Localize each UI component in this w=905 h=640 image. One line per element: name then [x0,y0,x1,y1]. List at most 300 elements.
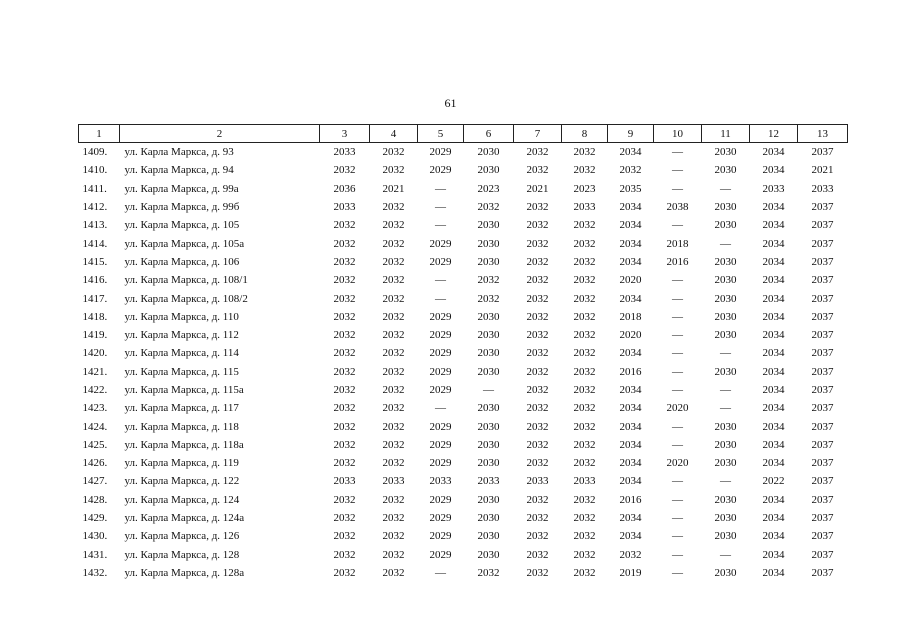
year-cell: 2034 [762,274,785,287]
year-cell: 2032 [573,548,596,561]
year-cell: — [435,274,446,287]
year-cell: — [672,512,683,525]
year-cell: — [720,347,731,360]
year-cell: — [672,219,683,232]
year-cell: 2030 [477,146,500,159]
year-cell: 2032 [333,292,356,305]
address-cell: ул. Карла Маркса, д. 105а [124,237,245,250]
year-cell: 2034 [619,530,642,543]
year-cell: — [672,146,683,159]
column-header-2: 2 [120,125,320,143]
year-cell: 2032 [382,274,405,287]
column-header-5: 5 [418,125,464,143]
year-cell: 2032 [333,237,356,250]
year-cell: — [435,566,446,579]
year-cell: 2030 [477,402,500,415]
year-cell: 2032 [526,420,549,433]
year-cell: 2032 [333,329,356,342]
year-cell: 2032 [382,329,405,342]
year-cell: 2032 [573,365,596,378]
year-cell: 2034 [762,201,785,214]
year-cell: — [672,182,683,195]
table-row [79,564,848,582]
year-cell: 2033 [573,201,596,214]
year-cell: 2034 [762,237,785,250]
year-cell: 2020 [666,402,689,415]
year-cell: 2038 [666,201,689,214]
year-cell: 2034 [762,402,785,415]
year-cell: 2034 [619,475,642,488]
year-cell: 2037 [811,274,834,287]
year-cell: 2037 [811,255,834,268]
year-cell: 2029 [429,164,452,177]
year-cell: 2032 [573,164,596,177]
year-cell: 2037 [811,219,834,232]
year-cell: 2030 [477,420,500,433]
year-cell: 2030 [714,201,737,214]
year-cell: 2032 [333,530,356,543]
year-cell: 2030 [477,457,500,470]
year-cell: 2018 [666,237,689,250]
year-cell: 2021 [811,164,834,177]
year-cell: 2032 [526,457,549,470]
year-cell: 2032 [333,310,356,323]
year-cell: 2034 [619,292,642,305]
year-cell: 2032 [333,164,356,177]
year-cell: 2021 [382,182,405,195]
year-cell: 2032 [382,146,405,159]
year-cell: 2030 [477,329,500,342]
year-cell: 2032 [382,310,405,323]
year-cell: 2032 [526,493,549,506]
year-cell: 2032 [526,438,549,451]
year-cell: 2032 [333,384,356,396]
row-number: 1413. [82,219,108,232]
column-header-9: 9 [608,125,654,143]
year-cell: 2032 [333,493,356,506]
column-header-13: 13 [798,125,848,143]
year-cell: 2034 [762,493,785,506]
address-cell: ул. Карла Маркса, д. 108/2 [124,292,248,305]
table-row [79,363,848,381]
year-cell: — [672,164,683,177]
year-cell: — [672,292,683,305]
year-cell: 2032 [382,530,405,543]
year-cell: 2032 [382,493,405,506]
year-cell: 2037 [811,457,834,470]
address-cell: ул. Карла Маркса, д. 117 [124,402,239,415]
year-cell: 2034 [762,548,785,561]
year-cell: 2032 [477,201,500,214]
year-cell: 2032 [526,347,549,360]
year-cell: — [720,475,731,488]
year-cell: 2033 [429,475,452,488]
column-header-1: 1 [79,125,120,143]
row-number: 1424. [82,420,108,433]
year-cell: — [672,438,683,451]
year-cell: 2037 [811,237,834,250]
year-cell: 2030 [477,255,500,268]
year-cell: 2035 [619,182,642,195]
year-cell: 2034 [619,237,642,250]
table-row [79,308,848,326]
column-header-7: 7 [514,125,562,143]
year-cell: 2034 [619,420,642,433]
year-cell: — [720,548,731,561]
year-cell: 2029 [429,493,452,506]
year-cell: 2034 [619,384,642,396]
year-cell: 2030 [714,274,737,287]
year-cell: 2029 [429,530,452,543]
year-cell: 2032 [333,365,356,378]
year-cell: — [672,329,683,342]
table-row [79,180,848,198]
year-cell: 2029 [429,438,452,451]
year-cell: 2029 [429,420,452,433]
year-cell: 2037 [811,438,834,451]
year-cell: 2030 [477,347,500,360]
year-cell: 2030 [714,530,737,543]
table-row [79,289,848,307]
year-cell: — [435,292,446,305]
year-cell: 2032 [573,292,596,305]
year-cell: 2030 [477,164,500,177]
year-cell: 2032 [526,237,549,250]
year-cell: 2032 [619,164,642,177]
year-cell: 2034 [762,146,785,159]
year-cell: 2030 [714,438,737,451]
year-cell: 2032 [382,255,405,268]
row-number: 1417. [82,292,108,305]
year-cell: 2034 [762,457,785,470]
year-cell: 2032 [382,237,405,250]
year-cell: 2016 [619,365,642,378]
year-cell: 2032 [382,219,405,232]
year-cell: 2030 [477,530,500,543]
year-cell: 2030 [477,438,500,451]
year-cell: 2032 [333,402,356,415]
address-cell: ул. Карла Маркса, д. 99б [124,201,240,214]
year-cell: 2033 [811,182,834,195]
year-cell: 2032 [526,255,549,268]
year-cell: 2030 [477,493,500,506]
row-number: 1422. [82,384,108,396]
address-cell: ул. Карла Маркса, д. 93 [124,146,234,159]
table-row [79,344,848,362]
year-cell: 2032 [382,512,405,525]
year-cell: 2032 [382,384,405,396]
year-cell: 2032 [477,274,500,287]
year-cell: 2032 [526,512,549,525]
address-cell: ул. Карла Маркса, д. 112 [124,329,239,342]
row-number: 1430. [82,530,108,543]
year-cell: 2032 [573,493,596,506]
row-number: 1411. [82,182,107,195]
address-cell: ул. Карла Маркса, д. 94 [124,164,234,177]
year-cell: 2032 [333,548,356,561]
year-cell: — [672,347,683,360]
year-cell: 2029 [429,347,452,360]
year-cell: 2030 [477,310,500,323]
year-cell: 2034 [762,420,785,433]
year-cell: 2036 [333,182,356,195]
year-cell: 2032 [477,292,500,305]
year-cell: 2032 [573,438,596,451]
column-header-11: 11 [702,125,750,143]
year-cell: 2018 [619,310,642,323]
year-cell: 2037 [811,384,834,396]
row-number: 1429. [82,512,108,525]
year-cell: 2032 [526,164,549,177]
year-cell: — [672,420,683,433]
year-cell: 2030 [477,512,500,525]
year-cell: 2032 [526,566,549,579]
year-cell: 2030 [714,146,737,159]
year-cell: — [435,402,446,415]
table-row [79,454,848,472]
year-cell: 2032 [573,146,596,159]
table-row [79,399,848,417]
year-cell: 2030 [714,365,737,378]
register-table [78,124,848,582]
year-cell: 2032 [619,548,642,561]
year-cell: 2032 [573,402,596,415]
year-cell: 2032 [333,347,356,360]
row-number: 1414. [82,237,108,250]
year-cell: 2032 [333,420,356,433]
year-cell: 2029 [429,329,452,342]
year-cell: — [720,237,731,250]
year-cell: 2037 [811,201,834,214]
year-cell: 2032 [573,457,596,470]
year-cell: 2029 [429,146,452,159]
year-cell: 2037 [811,420,834,433]
year-cell: — [483,384,494,396]
year-cell: — [672,274,683,287]
year-cell: 2034 [762,438,785,451]
year-cell: 2032 [573,530,596,543]
year-cell: 2032 [573,237,596,250]
year-cell: — [672,475,683,488]
year-cell: 2034 [762,512,785,525]
year-cell: 2034 [762,566,785,579]
year-cell: 2034 [762,365,785,378]
year-cell: 2029 [429,237,452,250]
year-cell: 2037 [811,310,834,323]
year-cell: 2037 [811,329,834,342]
year-cell: 2034 [619,512,642,525]
year-cell: 2030 [714,566,737,579]
year-cell: 2034 [762,219,785,232]
table-row [79,198,848,216]
year-cell: 2032 [382,438,405,451]
year-cell: 2020 [619,274,642,287]
table-row [79,271,848,289]
year-cell: 2032 [573,347,596,360]
year-cell: 2032 [382,292,405,305]
year-cell: 2029 [429,384,452,396]
table-row [79,509,848,527]
year-cell: 2037 [811,475,834,488]
address-cell: ул. Карла Маркса, д. 118а [124,438,244,451]
year-cell: 2030 [477,219,500,232]
row-number: 1418. [82,310,108,323]
year-cell: 2032 [526,329,549,342]
year-cell: 2033 [333,475,356,488]
year-cell: 2022 [762,475,785,488]
address-cell: ул. Карла Маркса, д. 114 [124,347,239,360]
table-row [79,417,848,435]
address-cell: ул. Карла Маркса, д. 115 [124,365,239,378]
year-cell: 2032 [382,365,405,378]
year-cell: 2030 [714,457,737,470]
year-cell: 2032 [526,402,549,415]
year-cell: 2032 [573,420,596,433]
year-cell: 2032 [333,512,356,525]
row-number: 1431. [82,548,108,561]
table-row [79,234,848,252]
year-cell: 2020 [619,329,642,342]
row-number: 1428. [82,493,108,506]
year-cell: 2029 [429,255,452,268]
year-cell: 2032 [573,274,596,287]
year-cell: 2030 [477,237,500,250]
row-number: 1419. [82,329,108,342]
year-cell: 2037 [811,512,834,525]
year-cell: 2034 [762,347,785,360]
year-cell: 2032 [573,566,596,579]
row-number: 1412. [82,201,108,214]
year-cell: 2037 [811,365,834,378]
year-cell: 2016 [619,493,642,506]
year-cell: 2032 [333,566,356,579]
year-cell: — [720,182,731,195]
address-cell: ул. Карла Маркса, д. 115а [124,384,244,396]
year-cell: 2032 [526,530,549,543]
address-cell: ул. Карла Маркса, д. 110 [124,310,239,323]
year-cell: 2034 [619,201,642,214]
year-cell: 2032 [333,219,356,232]
year-cell: 2034 [619,146,642,159]
year-cell: 2029 [429,457,452,470]
year-cell: 2037 [811,402,834,415]
column-header-8: 8 [562,125,608,143]
year-cell: 2032 [526,219,549,232]
row-number: 1426. [82,457,108,470]
year-cell: 2030 [714,329,737,342]
address-cell: ул. Карла Маркса, д. 124а [124,512,245,525]
column-header-4: 4 [370,125,418,143]
table-row [79,527,848,545]
year-cell: 2032 [382,164,405,177]
year-cell: 2032 [526,310,549,323]
year-cell: 2034 [762,164,785,177]
year-cell: 2032 [573,255,596,268]
address-cell: ул. Карла Маркса, д. 118 [124,420,239,433]
address-cell: ул. Карла Маркса, д. 128а [124,566,245,579]
year-cell: 2033 [573,475,596,488]
year-cell: 2032 [526,292,549,305]
year-cell: — [435,201,446,214]
year-cell: 2032 [573,512,596,525]
year-cell: 2032 [477,566,500,579]
year-cell: — [672,310,683,323]
address-cell: ул. Карла Маркса, д. 128 [124,548,240,561]
year-cell: 2029 [429,512,452,525]
year-cell: — [720,384,731,396]
year-cell: 2034 [619,402,642,415]
row-number: 1423. [82,402,108,415]
year-cell: — [672,530,683,543]
address-cell: ул. Карла Маркса, д. 126 [124,530,240,543]
year-cell: — [435,219,446,232]
table-row [79,546,848,564]
year-cell: 2021 [526,182,549,195]
year-cell: 2033 [333,201,356,214]
year-cell: 2032 [382,347,405,360]
year-cell: 2032 [333,255,356,268]
column-header-12: 12 [750,125,798,143]
year-cell: 2032 [382,402,405,415]
year-cell: 2037 [811,292,834,305]
row-number: 1416. [82,274,108,287]
year-cell: 2034 [762,329,785,342]
year-cell: — [672,548,683,561]
table-row [79,143,848,162]
column-header-6: 6 [464,125,514,143]
year-cell: 2032 [573,384,596,396]
table-row [79,472,848,490]
table-header [79,125,848,143]
table-row [79,253,848,271]
year-cell: 2032 [333,457,356,470]
year-cell: 2032 [526,384,549,396]
year-cell: 2034 [762,292,785,305]
year-cell: 2037 [811,566,834,579]
year-cell: 2032 [382,201,405,214]
year-cell: — [672,566,683,579]
page-number: 61 [444,96,457,110]
year-cell: 2030 [714,420,737,433]
address-cell: ул. Карла Маркса, д. 124 [124,493,240,506]
year-cell: 2032 [526,146,549,159]
table-row [79,491,848,509]
year-cell: 2034 [619,438,642,451]
year-cell: 2030 [714,310,737,323]
row-number: 1409. [82,146,108,159]
table-body [79,143,848,583]
table-row [79,326,848,344]
year-cell: 2034 [619,347,642,360]
year-cell: 2032 [526,201,549,214]
year-cell: 2033 [333,146,356,159]
year-cell: 2032 [382,457,405,470]
address-cell: ул. Карла Маркса, д. 106 [124,255,240,268]
year-cell: 2037 [811,493,834,506]
year-cell: — [672,365,683,378]
year-cell: 2037 [811,146,834,159]
year-cell: 2032 [526,365,549,378]
year-cell: 2032 [333,438,356,451]
year-cell: 2030 [714,292,737,305]
row-number: 1425. [82,438,108,451]
year-cell: 2032 [526,548,549,561]
year-cell: 2030 [714,512,737,525]
year-cell: 2034 [762,530,785,543]
row-number: 1410. [82,164,108,177]
year-cell: 2029 [429,548,452,561]
row-number: 1421. [82,365,108,378]
